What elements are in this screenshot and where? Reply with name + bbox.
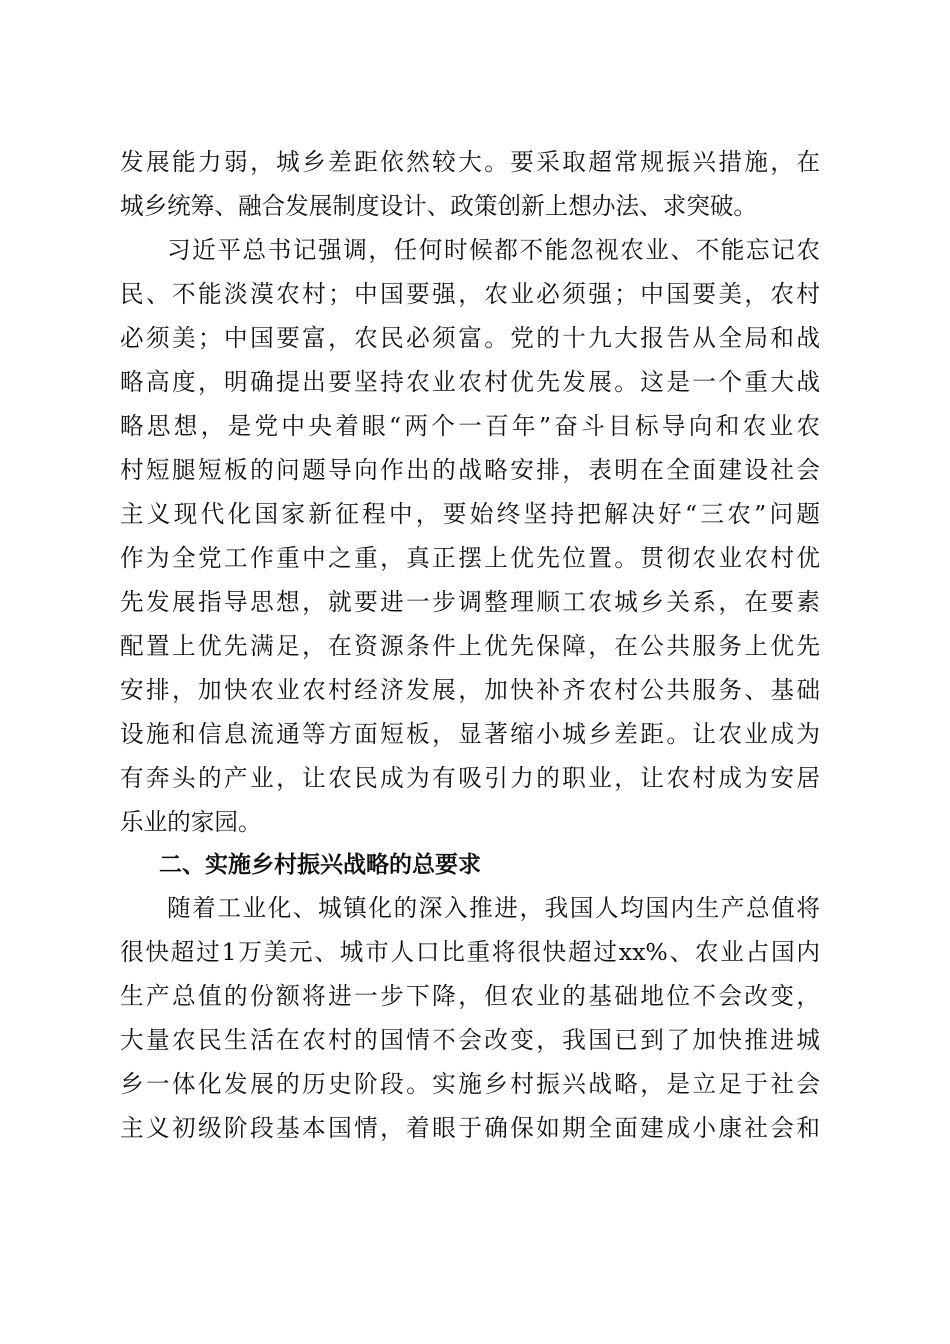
paragraph-line: 村短腿短板的问题导向作出的战略安排，表明在全面建设社会 [120, 456, 820, 484]
paragraph-line: 主义初级阶段基本国情，着眼于确保如期全面建成小康社会和 [120, 1114, 820, 1142]
section-heading: 二、实施乡村振兴战略的总要求 [159, 852, 481, 878]
paragraph-line: 随着工业化、城镇化的深入推进，我国人均国内生产总值将 [167, 894, 820, 922]
paragraph-line: 先发展指导思想，就要进一步调整理顺工农城乡关系，在要素 [120, 588, 820, 616]
paragraph-line: 生产总值的份额将进一步下降，但农业的基础地位不会改变， [120, 982, 820, 1010]
paragraph-line: 民、不能淡漠农村；中国要强，农业必须强；中国要美，农村 [120, 280, 820, 308]
paragraph-line: 乐业的家园。 [120, 808, 262, 836]
paragraph-line: 配置上优先满足，在资源条件上优先保障，在公共服务上优先 [120, 632, 820, 660]
paragraph-line: 有奔头的产业，让农民成为有吸引力的职业，让农村成为安居 [120, 764, 820, 792]
paragraph-3 [120, 886, 820, 1150]
paragraph-line: 很快超过1万美元、城市人口比重将很快超过xx%、农业占国内 [120, 938, 820, 966]
paragraph-line: 乡一体化发展的历史阶段。实施乡村振兴战略，是立足于社会 [120, 1070, 820, 1098]
paragraph-line: 略高度，明确提出要坚持农业农村优先发展。这是一个重大战 [120, 368, 820, 396]
paragraph-line: 作为全党工作重中之重，真正摆上优先位置。贯彻农业农村优 [120, 544, 820, 572]
paragraph-line: 大量农民生活在农村的国情不会改变，我国已到了加快推进城 [120, 1026, 820, 1054]
paragraph-line: 安排，加快农业农村经济发展，加快补齐农村公共服务、基础 [120, 676, 820, 704]
paragraph-line: 习近平总书记强调，任何时候都不能忽视农业、不能忘记农 [167, 236, 820, 264]
paragraph-line: 设施和信息流通等方面短板，显著缩小城乡差距。让农业成为 [120, 720, 820, 748]
paragraph-line: 发展能力弱，城乡差距依然较大。要采取超常规振兴措施，在 [120, 148, 820, 176]
paragraph-line: 必须美；中国要富，农民必须富。党的十九大报告从全局和战 [120, 324, 820, 352]
paragraph-2 [120, 228, 820, 844]
paragraph-line: 城乡统筹、融合发展制度设计、政策创新上想办法、求突破。 [120, 192, 758, 220]
paragraph-line: 略思想，是党中央着眼“两个一百年”奋斗目标导向和农业农 [120, 412, 820, 440]
paragraph-1 [120, 140, 820, 228]
document-page [120, 140, 820, 1150]
paragraph-line: 主义现代化国家新征程中，要始终坚持把解决好“三农”问题 [120, 500, 820, 528]
